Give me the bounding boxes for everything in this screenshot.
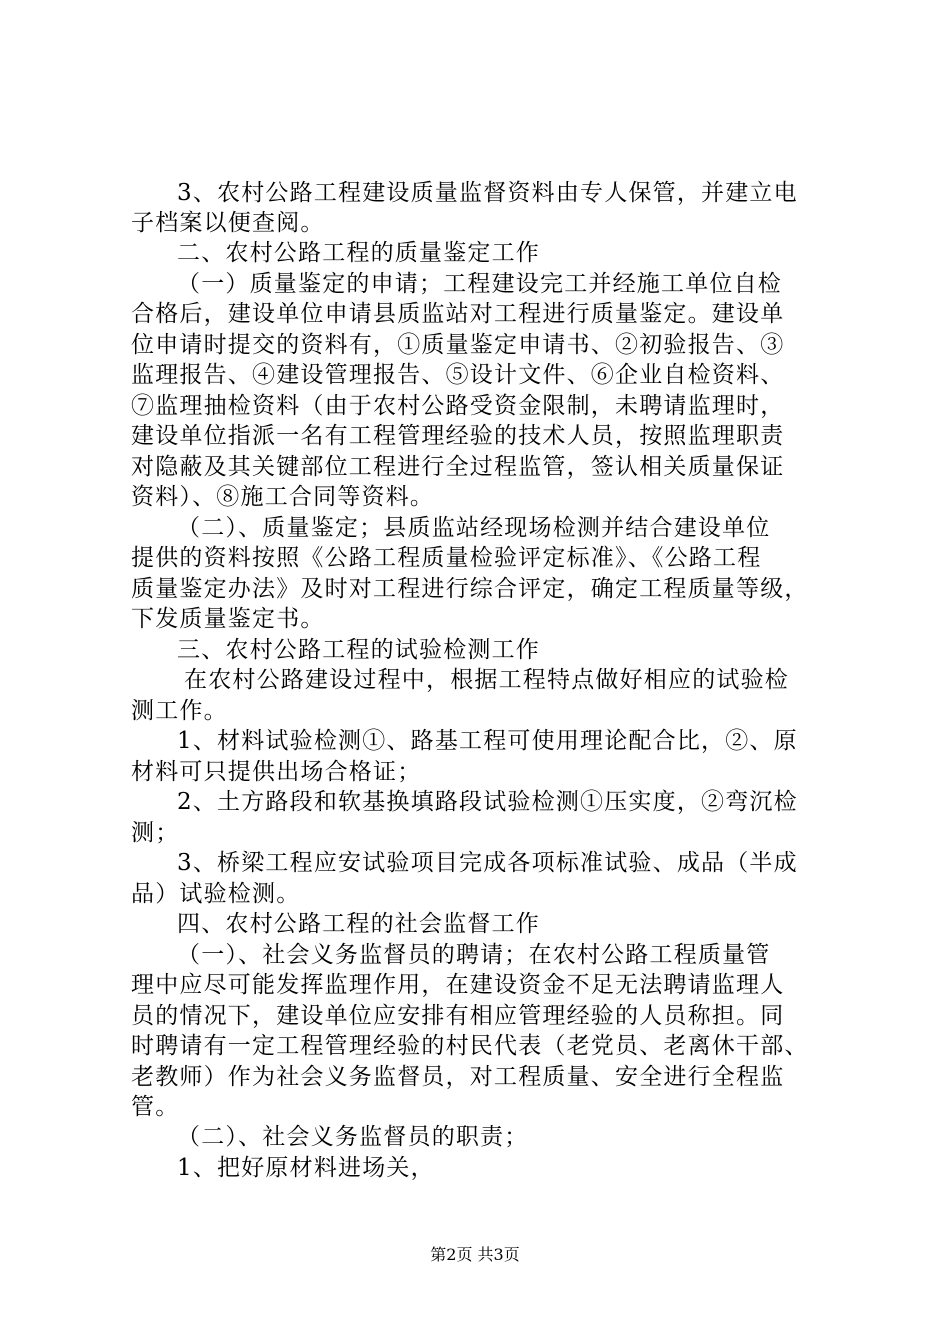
text-line: 下发质量鉴定书。 xyxy=(131,606,325,632)
text-line: （一）、社会义务监督员的聘请；在农村公路工程质量管 xyxy=(177,942,771,968)
text-line: （二）、质量鉴定；县质监站经现场检测并结合建设单位 xyxy=(177,515,771,541)
text-line: 理中应尽可能发挥监理作用，在建设资金不足无法聘请监理人 xyxy=(131,972,785,998)
text-line: 品）试验检测。 xyxy=(131,881,301,907)
text-line: 时聘请有一定工程管理经验的村民代表（老党员、老离休干部、 xyxy=(131,1033,809,1059)
text-line: ⑦监理抽检资料（由于农村公路受资金限制，未聘请监理时， xyxy=(131,393,785,419)
text-line: 二、农村公路工程的质量鉴定工作 xyxy=(177,240,540,266)
page-number-footer: 第2页 共3页 xyxy=(430,1245,520,1264)
text-line: 员的情况下，建设单位应安排有相应管理经验的人员称担。同 xyxy=(131,1003,785,1029)
text-line: 质量鉴定办法》及时对工程进行综合评定，确定工程质量等级， xyxy=(131,576,809,602)
text-line: 合格后，建设单位申请县质监站对工程进行质量鉴定。建设单 xyxy=(131,301,785,327)
text-line: 三、农村公路工程的试验检测工作 xyxy=(177,637,540,663)
text-line: 四、农村公路工程的社会监督工作 xyxy=(177,911,540,937)
text-line: 3、农村公路工程建设质量监督资料由专人保管，并建立电 xyxy=(177,180,798,206)
text-line: 管。 xyxy=(131,1094,180,1120)
text-line: 对隐蔽及其关键部位工程进行全过程监管，签认相关质量保证 xyxy=(131,454,785,480)
text-line: （一）质量鉴定的申请；工程建设完工并经施工单位自检 xyxy=(177,271,782,297)
text-line: 在农村公路建设过程中，根据工程特点做好相应的试验检 xyxy=(184,667,789,693)
text-line: 老教师）作为社会义务监督员，对工程质量、安全进行全程监 xyxy=(131,1064,785,1090)
text-line: 测工作。 xyxy=(131,698,228,724)
text-line: 提供的资料按照《公路工程质量检验评定标准》、《公路工程 xyxy=(131,545,762,571)
text-line: 2、土方路段和软基换填路段试验检测①压实度，②弯沉检 xyxy=(177,789,798,815)
text-line: （二）、社会义务监督员的职责； xyxy=(177,1124,529,1150)
text-line: 1、材料试验检测①、路基工程可使用理论配合比，②、原 xyxy=(177,728,798,754)
text-line: 建设单位指派一名有工程管理经验的技术人员，按照监理职责 xyxy=(131,423,785,449)
text-line: 资料）、⑧施工合同等资料。 xyxy=(131,484,435,510)
text-line: 1、把好原材料进场关， xyxy=(177,1155,435,1181)
text-line: 子档案以便查阅。 xyxy=(131,210,325,236)
text-line: 测； xyxy=(131,820,180,846)
text-line: 位申请时提交的资料有，①质量鉴定申请书、②初验报告、③ xyxy=(131,332,785,358)
text-line: 监理报告、④建设管理报告、⑤设计文件、⑥企业自检资料、 xyxy=(131,362,785,388)
text-line: 材料可只提供出场合格证； xyxy=(131,759,422,785)
text-line: 3、桥梁工程应安试验项目完成各项标准试验、成品（半成 xyxy=(177,850,798,876)
